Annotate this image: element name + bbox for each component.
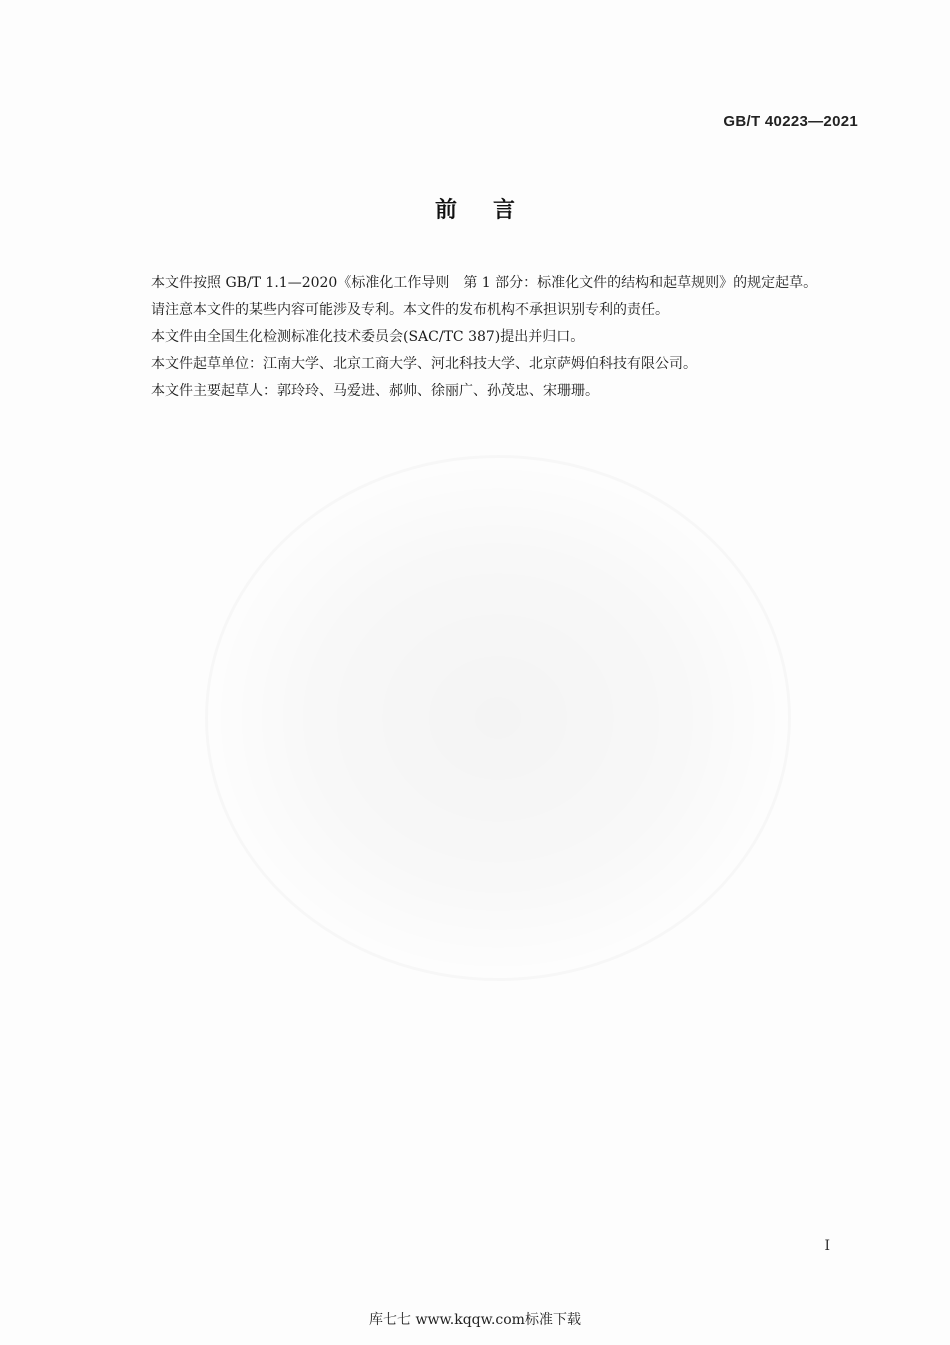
footer-source-text: 库七七 www.kqqw.com标准下载 bbox=[369, 1312, 581, 1328]
paragraph-drafting-rules: 本文件按照 GB/T 1.1—2020《标准化工作导则 第 1 部分：标准化文件的结构和起草规则》的规定起草。 bbox=[151, 275, 818, 291]
paragraph-committee: 本文件由全国生化检测标准化技术委员会(SAC/TC 387)提出并归口。 bbox=[151, 329, 585, 345]
foreword-body bbox=[121, 272, 861, 407]
paragraph-drafters: 本文件主要起草人：郭玲玲、马爱进、郝帅、徐丽广、孙茂忠、宋珊珊。 bbox=[151, 383, 599, 399]
watermark-seal bbox=[205, 455, 791, 981]
paragraph-patent-notice: 请注意本文件的某些内容可能涉及专利。本文件的发布机构不承担识别专利的责任。 bbox=[151, 302, 669, 318]
paragraph-drafting-units: 本文件起草单位：江南大学、北京工商大学、河北科技大学、北京萨姆伯科技有限公司。 bbox=[151, 356, 697, 372]
standard-code: GB/T 40223—2021 bbox=[723, 113, 858, 130]
page-title: 前言 bbox=[434, 198, 551, 223]
page-number: I bbox=[824, 1238, 830, 1254]
